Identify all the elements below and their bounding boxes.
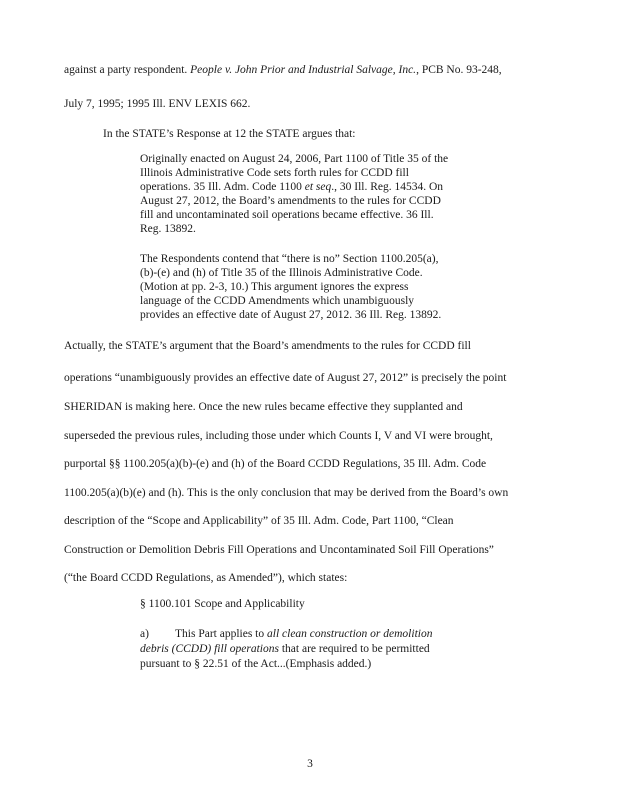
section-heading: § 1100.101 Scope and Applicability bbox=[140, 598, 305, 610]
opening-line-1 bbox=[64, 64, 502, 76]
text-span: against a party respondent. bbox=[64, 64, 191, 76]
intro-line: In the STATE’s Response at 12 the STATE argues that: bbox=[103, 128, 356, 140]
text-span: This Part applies to bbox=[175, 628, 267, 640]
quote1-line-1: Originally enacted on August 24, 2006, Part 1100 of Title 35 of the bbox=[140, 153, 449, 165]
italic-text: all clean construction or demolition bbox=[267, 628, 433, 640]
text-span: ., 30 Ill. Reg. 14534. On bbox=[331, 181, 444, 193]
quote1-line-3 bbox=[140, 181, 443, 193]
quote1-line-4: August 27, 2012, the Board’s amendments to the rules for CCDD bbox=[140, 195, 441, 207]
text-span: , PCB No. 93-248, bbox=[416, 64, 502, 76]
item-line-2 bbox=[140, 643, 430, 655]
italic-text: debris (CCDD) fill operations bbox=[140, 643, 279, 655]
body-line-4: superseded the previous rules, including those under which Counts I, V and VI were brought, bbox=[64, 430, 493, 442]
body-line-1: Actually, the STATE’s argument that the Board’s amendments to the rules for CCDD fill bbox=[64, 340, 471, 352]
quote2-line-1: The Respondents contend that “there is no” Section 1100.205(a), bbox=[140, 253, 439, 265]
italic-text: et seq bbox=[304, 181, 332, 193]
body-line-6: 1100.205(a)(b)(e) and (h). This is the only conclusion that may be derived from the Board’s own bbox=[64, 487, 509, 499]
quote2-line-4: language of the CCDD Amendments which unambiguously bbox=[140, 295, 415, 307]
quote2-line-5: provides an effective date of August 27, 2012. 36 Ill. Reg. 13892. bbox=[140, 309, 442, 321]
body-line-5: purportal §§ 1100.205(a)(b)-(e) and (h) of the Board CCDD Regulations, 35 Ill. Adm. Code bbox=[64, 458, 487, 470]
page-number: 3 bbox=[307, 758, 313, 770]
text-span: that are required to be permitted bbox=[278, 643, 430, 655]
item-line-3 bbox=[140, 658, 371, 670]
body-line-8: Construction or Demolition Debris Fill Operations and Uncontaminated Soil Fill Operations” bbox=[64, 544, 494, 556]
body-line-7: description of the “Scope and Applicability” of 35 Ill. Adm. Code, Part 1100, “Clean bbox=[64, 515, 454, 527]
quote2-line-3: (Motion at pp. 2-3, 10.) This argument ignores the express bbox=[140, 281, 409, 293]
body-line-9: (“the Board CCDD Regulations, as Amended”), which states: bbox=[64, 572, 348, 584]
quote1-line-2: Illinois Administrative Code sets forth rules for CCDD fill bbox=[140, 167, 409, 179]
opening-line-2: July 7, 1995; 1995 Ill. ENV LEXIS 662. bbox=[64, 98, 251, 110]
text-span: operations. 35 Ill. Adm. Code 1100 bbox=[140, 181, 305, 193]
body-line-3: SHERIDAN is making here. Once the new rules became effective they supplanted and bbox=[64, 401, 463, 413]
item-label: a) bbox=[140, 628, 149, 640]
quote2-line-2: (b)-(e) and (h) of Title 35 of the Illinois Administrative Code. bbox=[140, 267, 423, 279]
item-line-1 bbox=[175, 628, 432, 640]
text-span: pursuant to § 22.51 of the Act...(Emphasis added.) bbox=[140, 658, 372, 670]
quote1-line-5: fill and uncontaminated soil operations became effective. 36 Ill. bbox=[140, 209, 434, 221]
quote1-line-6: Reg. 13892. bbox=[140, 223, 196, 235]
body-line-2: operations “unambiguously provides an effective date of August 27, 2012” is precisely the point bbox=[64, 372, 507, 384]
case-citation-italic: People v. John Prior and Industrial Salvage, Inc. bbox=[190, 64, 417, 76]
